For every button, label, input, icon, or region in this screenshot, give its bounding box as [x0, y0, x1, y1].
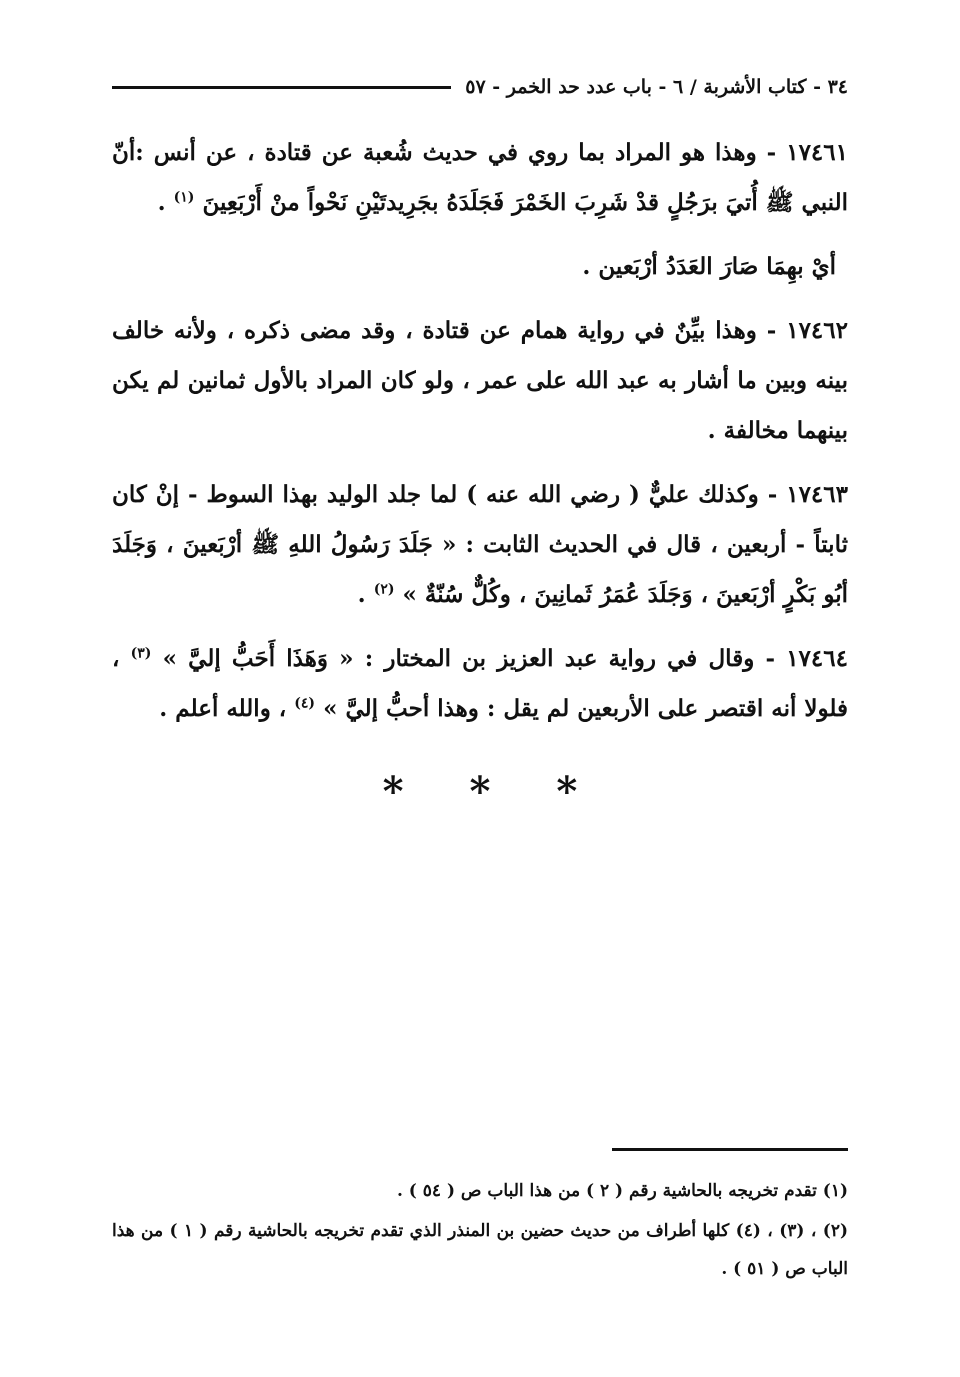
- paragraph-text: ١٧٤٦٣ - وكذلك عليٌّ ( رضي الله عنه ) لما جلد الوليد بهذا السوط - إنْ كان ثابتاً - أربعين ، قال في الحديث الثابت : « جَلَدَ رَسُولُ اللهِ ﷺ أرْبَعينَ ، وَجَلَدَ أبُو بَكْرٍ أرْبَعينَ ، وَجَلَدَ عُمَرُ ثَمانِينَ ، وكُلٌّ سُنّةٌ »: [112, 481, 848, 608]
- footnote-2: (٢) ، (٣) ، (٤) كلها أطراف من حديث حضين بن المنذر الذي تقدم تخريجه بالحاشية رقم ( ١ ) من هذا الباب ص ( ٥١ ) .: [112, 1221, 848, 1279]
- header-title: ٣٤ - كتاب الأشربة / ٦ - باب عدد حد الخمر - ٥٧: [465, 76, 848, 98]
- footnotes: [112, 1172, 848, 1290]
- paragraph-tail: .: [157, 189, 166, 216]
- paragraph-17464: [112, 634, 848, 734]
- paragraph-text: ١٧٤٦١ - وهذا هو المراد بما روي في حديث شُعبة عن قتادة ، عن أنس :أنّ النبي ﷺ أُتيَ برَجُلٍ قدْ شَرِبَ الخَمْرَ فَجَلَدَهُ بجَرِيدتَيْنِ نَحْواً منْ أَرْبَعِينَ: [112, 139, 848, 216]
- main-text: [112, 128, 848, 748]
- paragraph-17461: [112, 128, 848, 228]
- footnote-ref-3: (٣): [130, 645, 152, 662]
- paragraph-text: ١٧٤٦٢ - وهذا بيِّنٌ في رواية همام عن قتادة ، وقد مضى ذكره ، ولأنه خالف بينه وبين ما أشار به عبد الله على عمر ، ولو كان المراد بالأول ثمانين لم يكن بينهما مخالفة .: [112, 317, 848, 444]
- footnote-rule: [612, 1148, 848, 1151]
- footnote-ref-4: (٤): [294, 695, 316, 712]
- paragraph-text: أيْ بهِمَا صَارَ العَدَدُ أرْبَعين .: [582, 253, 836, 280]
- footnote-1: (١) تقدم تخريجه بالحاشية رقم ( ٢ ) من هذا الباب ص ( ٥٤ ) .: [396, 1181, 848, 1201]
- paragraph-tail: .: [357, 581, 366, 608]
- section-separator: [0, 768, 960, 815]
- paragraph-17463: [112, 470, 848, 620]
- separator-star: *: [469, 768, 491, 815]
- paragraph-mid: ، فلولا أنه اقتصر على الأربعين لم يقل : وهذا أحبُّ إليَّ »: [112, 645, 848, 722]
- footnote-ref-1: (١): [173, 189, 195, 206]
- footnote-ref-2: (٢): [373, 581, 395, 598]
- separator-star: *: [382, 768, 404, 815]
- header-rule: [112, 86, 451, 89]
- paragraph-tail: ، والله أعلم .: [159, 695, 287, 722]
- paragraph-explanation: [112, 242, 848, 292]
- paragraph-text: ١٧٤٦٤ - وقال في رواية عبد العزيز بن المختار : « وَهَذَا أَحَبُّ إليَّ »: [162, 645, 848, 672]
- separator-star: *: [556, 768, 578, 815]
- paragraph-17462: [112, 306, 848, 456]
- running-header: [112, 72, 848, 102]
